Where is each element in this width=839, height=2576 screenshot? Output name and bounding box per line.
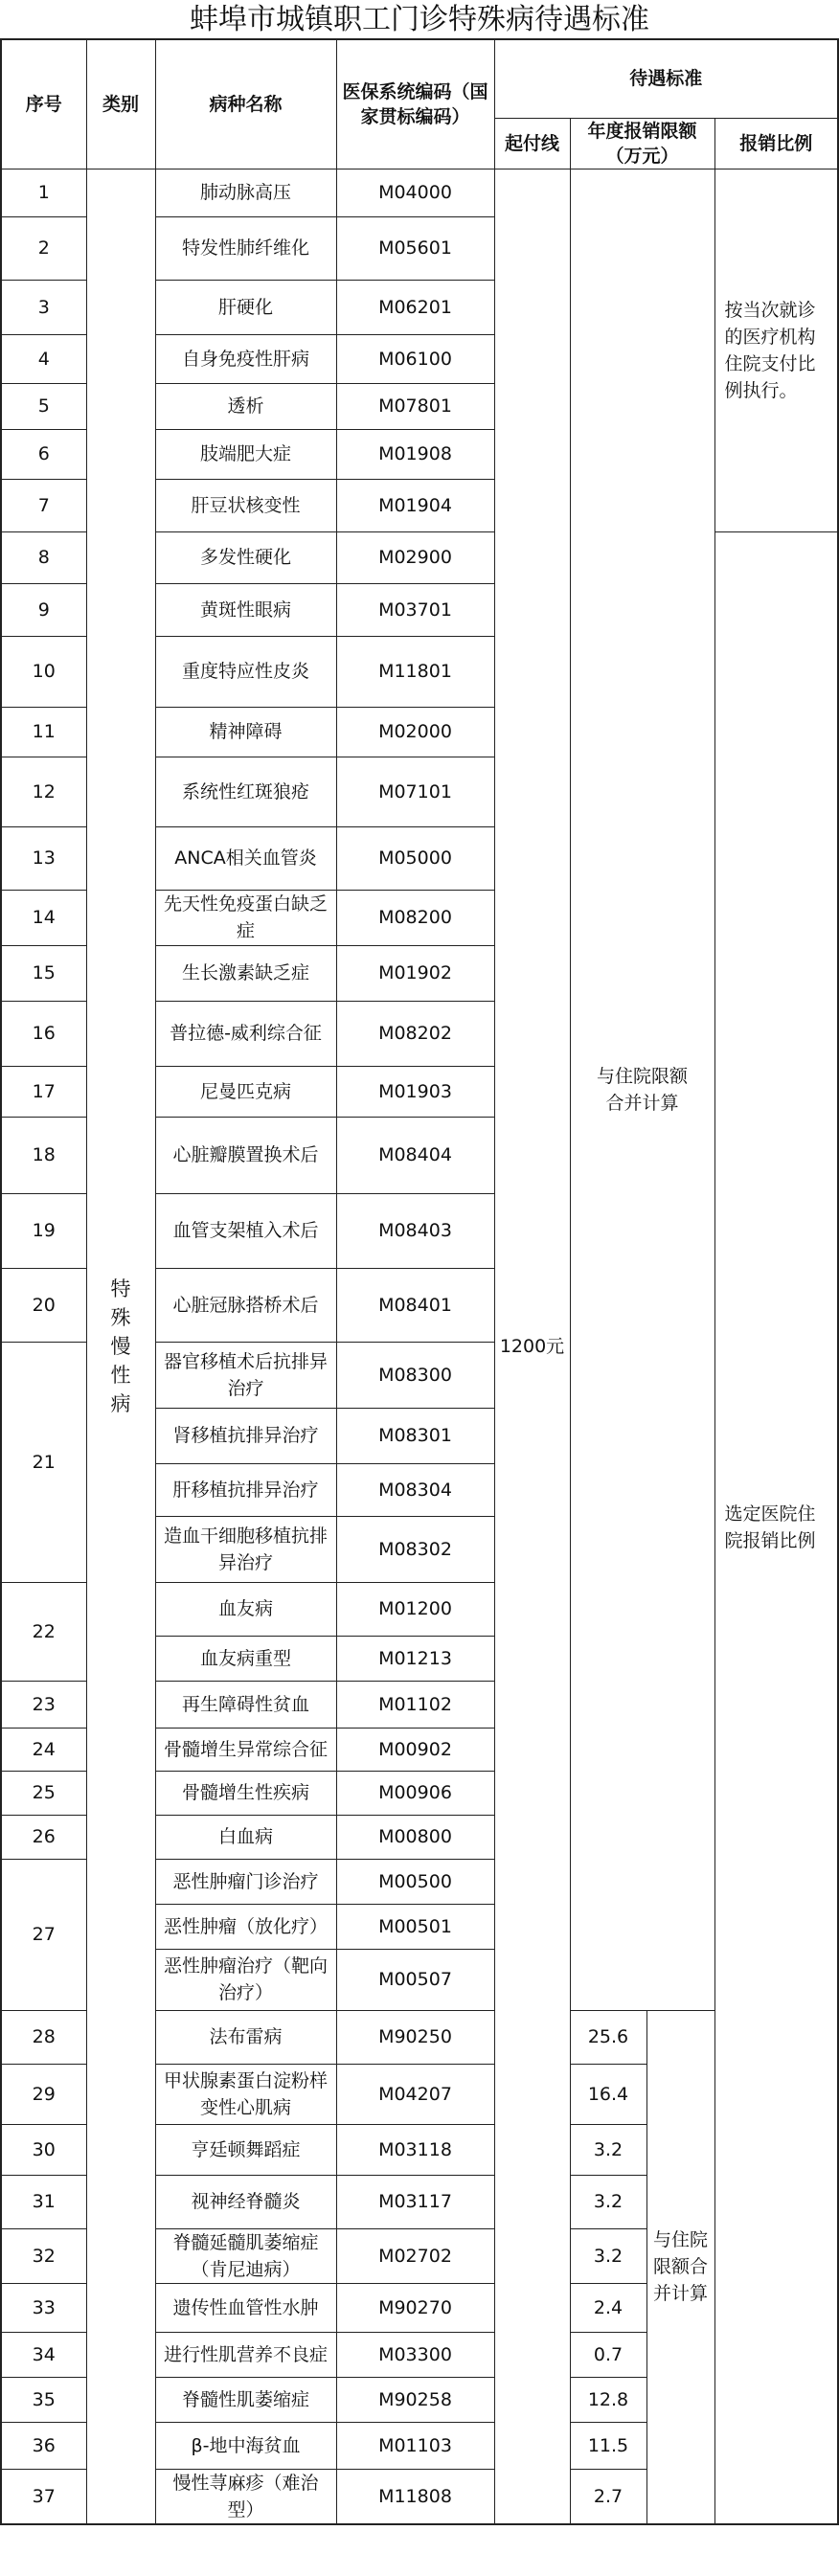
code-cell: M07101 <box>336 757 494 826</box>
code-cell: M05000 <box>336 826 494 890</box>
seq-cell: 28 <box>1 2010 86 2064</box>
annual-limit-value: 3.2 <box>570 2124 646 2175</box>
seq-cell: 17 <box>1 1066 86 1117</box>
seq-cell: 13 <box>1 826 86 890</box>
header-ratio: 报销比例 <box>714 118 838 169</box>
disease-name-cell: 多发性硬化 <box>155 531 336 583</box>
annual-limit-value: 0.7 <box>570 2332 646 2377</box>
seq-cell: 34 <box>1 2332 86 2377</box>
header-threshold: 起付线 <box>494 118 570 169</box>
disease-name-cell: 心脏冠脉搭桥术后 <box>155 1268 336 1342</box>
annual-limit-value: 3.2 <box>570 2228 646 2283</box>
disease-name-cell: 先天性免疫蛋白缺乏症 <box>155 890 336 945</box>
disease-name-cell: 进行性肌营养不良症 <box>155 2332 336 2377</box>
code-cell: M01213 <box>336 1636 494 1681</box>
code-cell: M90250 <box>336 2010 494 2064</box>
code-cell: M08304 <box>336 1463 494 1516</box>
code-cell: M01903 <box>336 1066 494 1117</box>
code-cell: M00906 <box>336 1771 494 1815</box>
benefit-table <box>0 38 839 2525</box>
disease-name-cell: 重度特应性皮炎 <box>155 636 336 707</box>
seq-cell: 27 <box>1 1859 86 2010</box>
seq-cell: 12 <box>1 757 86 826</box>
seq-cell: 19 <box>1 1193 86 1268</box>
disease-name-cell: 视神经脊髓炎 <box>155 2175 336 2228</box>
header-code: 医保系统编码（国家贯标编码） <box>336 39 494 169</box>
seq-cell: 31 <box>1 2175 86 2228</box>
code-cell: M01200 <box>336 1582 494 1636</box>
code-cell: M08302 <box>336 1516 494 1582</box>
code-cell: M03117 <box>336 2175 494 2228</box>
code-cell: M08301 <box>336 1408 494 1463</box>
seq-cell: 32 <box>1 2228 86 2283</box>
code-cell: M08404 <box>336 1117 494 1193</box>
seq-cell: 15 <box>1 945 86 1001</box>
seq-cell: 11 <box>1 707 86 757</box>
seq-cell: 2 <box>1 216 86 280</box>
disease-name-cell: 恶性肿瘤（放化疗） <box>155 1904 336 1949</box>
disease-name-cell: 尼曼匹克病 <box>155 1066 336 1117</box>
disease-name-cell: 心脏瓣膜置换术后 <box>155 1117 336 1193</box>
annual-limit-value: 2.4 <box>570 2283 646 2332</box>
code-cell: M02702 <box>336 2228 494 2283</box>
ratio-cell-group-2: 选定医院住院报销比例 <box>714 531 838 2524</box>
code-cell: M01902 <box>336 945 494 1001</box>
code-cell: M03118 <box>336 2124 494 2175</box>
code-cell: M90270 <box>336 2283 494 2332</box>
disease-name-cell: 血友病重型 <box>155 1636 336 1681</box>
seq-cell: 7 <box>1 479 86 531</box>
disease-name-cell: 自身免疫性肝病 <box>155 334 336 383</box>
seq-cell: 8 <box>1 531 86 583</box>
disease-name-cell: 肝豆状核变性 <box>155 479 336 531</box>
disease-name-cell: 再生障碍性贫血 <box>155 1681 336 1728</box>
seq-cell: 20 <box>1 1268 86 1342</box>
seq-cell: 25 <box>1 1771 86 1815</box>
disease-name-cell: 恶性肿瘤治疗（靶向治疗） <box>155 1949 336 2010</box>
seq-cell: 26 <box>1 1815 86 1859</box>
annual-limit-value: 3.2 <box>570 2175 646 2228</box>
code-cell: M11801 <box>336 636 494 707</box>
seq-cell: 33 <box>1 2283 86 2332</box>
disease-name-cell: 肝移植抗排异治疗 <box>155 1463 336 1516</box>
seq-cell: 21 <box>1 1342 86 1582</box>
annual-limit-value: 25.6 <box>570 2010 646 2064</box>
seq-cell: 22 <box>1 1582 86 1681</box>
disease-name-cell: 黄斑性眼病 <box>155 583 336 636</box>
code-cell: M01908 <box>336 429 494 479</box>
code-cell: M00507 <box>336 1949 494 2010</box>
annual-limit-value: 11.5 <box>570 2422 646 2469</box>
code-cell: M00500 <box>336 1859 494 1904</box>
seq-cell: 36 <box>1 2422 86 2469</box>
header-annual-limit: 年度报销限额（万元） <box>570 118 714 169</box>
code-cell: M01103 <box>336 2422 494 2469</box>
seq-cell: 35 <box>1 2377 86 2422</box>
disease-name-cell: 遗传性血管性水肿 <box>155 2283 336 2332</box>
disease-name-cell: 透析 <box>155 383 336 429</box>
annual-limit-value: 2.7 <box>570 2469 646 2524</box>
disease-name-cell: 肾移植抗排异治疗 <box>155 1408 336 1463</box>
disease-name-cell: 脊髓性肌萎缩症 <box>155 2377 336 2422</box>
disease-name-cell: 普拉德-威利综合征 <box>155 1001 336 1066</box>
code-cell: M02900 <box>336 531 494 583</box>
threshold-cell: 1200元 <box>494 169 570 2524</box>
disease-name-cell: β-地中海贫血 <box>155 2422 336 2469</box>
code-cell: M01102 <box>336 1681 494 1728</box>
disease-name-cell: 血友病 <box>155 1582 336 1636</box>
disease-name-cell: 系统性红斑狼疮 <box>155 757 336 826</box>
disease-name-cell: 特发性肺纤维化 <box>155 216 336 280</box>
disease-name-cell: ANCA相关血管炎 <box>155 826 336 890</box>
code-cell: M06100 <box>336 334 494 383</box>
disease-name-cell: 亨廷顿舞蹈症 <box>155 2124 336 2175</box>
disease-name-cell: 恶性肿瘤门诊治疗 <box>155 1859 336 1904</box>
annual-limit-value: 16.4 <box>570 2064 646 2124</box>
disease-name-cell: 血管支架植入术后 <box>155 1193 336 1268</box>
ratio-cell-group-1: 按当次就诊的医疗机构住院支付比例执行。 <box>714 169 838 531</box>
code-cell: M90258 <box>336 2377 494 2422</box>
code-cell: M08200 <box>336 890 494 945</box>
code-cell: M05601 <box>336 216 494 280</box>
seq-cell: 14 <box>1 890 86 945</box>
category-label: 特殊慢性病 <box>110 1277 131 1415</box>
code-cell: M08202 <box>336 1001 494 1066</box>
annual-limit-merged-1: 与住院限额合并计算 <box>570 169 714 2010</box>
table-row <box>1 169 838 216</box>
disease-name-cell: 生长激素缺乏症 <box>155 945 336 1001</box>
seq-cell: 24 <box>1 1728 86 1771</box>
seq-cell: 4 <box>1 334 86 383</box>
disease-name-cell: 骨髓增生异常综合征 <box>155 1728 336 1771</box>
page-title: 蚌埠市城镇职工门诊特殊病待遇标准 <box>190 3 649 36</box>
disease-name-cell: 慢性荨麻疹（难治型） <box>155 2469 336 2524</box>
disease-name-cell: 脊髓延髓肌萎缩症（肯尼迪病） <box>155 2228 336 2283</box>
code-cell: M08300 <box>336 1342 494 1408</box>
disease-name-cell: 肺动脉高压 <box>155 169 336 216</box>
annual-limit-merged-2: 与住院限额合并计算 <box>646 2010 714 2524</box>
code-cell: M03300 <box>336 2332 494 2377</box>
disease-name-cell: 器官移植术后抗排异治疗 <box>155 1342 336 1408</box>
seq-cell: 6 <box>1 429 86 479</box>
disease-name-cell: 白血病 <box>155 1815 336 1859</box>
code-cell: M00501 <box>336 1904 494 1949</box>
code-cell: M04000 <box>336 169 494 216</box>
seq-cell: 23 <box>1 1681 86 1728</box>
code-cell: M03701 <box>336 583 494 636</box>
disease-name-cell: 甲状腺素蛋白淀粉样变性心肌病 <box>155 2064 336 2124</box>
seq-cell: 16 <box>1 1001 86 1066</box>
seq-cell: 30 <box>1 2124 86 2175</box>
code-cell: M04207 <box>336 2064 494 2124</box>
header-benefit-standard: 待遇标准 <box>494 39 838 118</box>
seq-cell: 9 <box>1 583 86 636</box>
header-disease-name: 病种名称 <box>155 39 336 169</box>
code-cell: M01904 <box>336 479 494 531</box>
code-cell: M06201 <box>336 280 494 334</box>
seq-cell: 3 <box>1 280 86 334</box>
header-category: 类别 <box>86 39 155 169</box>
code-cell: M00902 <box>336 1728 494 1771</box>
seq-cell: 18 <box>1 1117 86 1193</box>
disease-name-cell: 法布雷病 <box>155 2010 336 2064</box>
seq-cell: 5 <box>1 383 86 429</box>
code-cell: M08403 <box>336 1193 494 1268</box>
annual-limit-value: 12.8 <box>570 2377 646 2422</box>
code-cell: M08401 <box>336 1268 494 1342</box>
category-cell <box>86 169 155 2524</box>
disease-name-cell: 骨髓增生性疾病 <box>155 1771 336 1815</box>
code-cell: M00800 <box>336 1815 494 1859</box>
seq-cell: 29 <box>1 2064 86 2124</box>
disease-name-cell: 造血干细胞移植抗排异治疗 <box>155 1516 336 1582</box>
seq-cell: 10 <box>1 636 86 707</box>
seq-cell: 37 <box>1 2469 86 2524</box>
disease-name-cell: 肝硬化 <box>155 280 336 334</box>
code-cell: M07801 <box>336 383 494 429</box>
code-cell: M02000 <box>336 707 494 757</box>
header-seq: 序号 <box>1 39 86 169</box>
disease-name-cell: 肢端肥大症 <box>155 429 336 479</box>
seq-cell: 1 <box>1 169 86 216</box>
disease-name-cell: 精神障碍 <box>155 707 336 757</box>
code-cell: M11808 <box>336 2469 494 2524</box>
